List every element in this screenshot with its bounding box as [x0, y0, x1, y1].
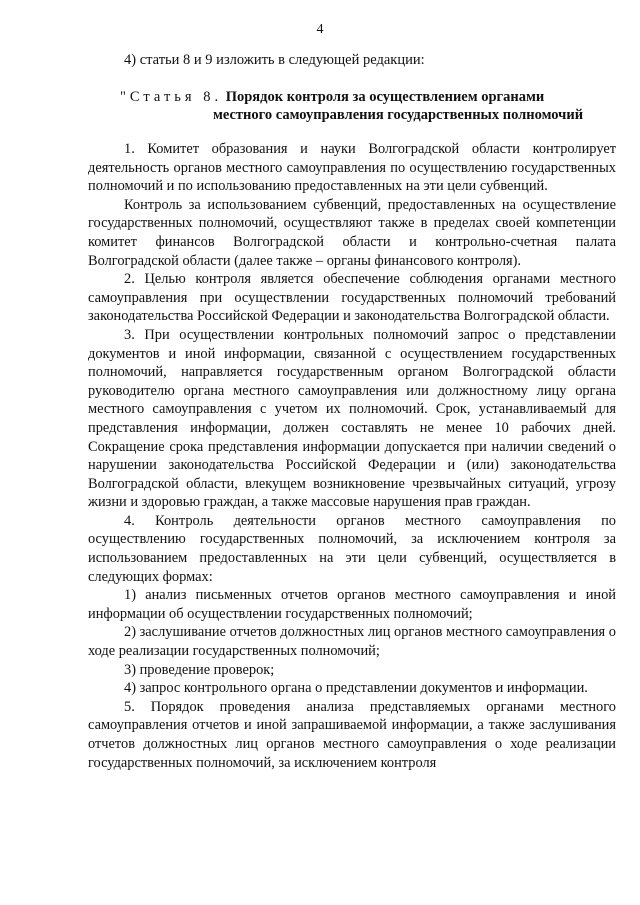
article-title-line1: Порядок контроля за осуществлением органами — [225, 89, 545, 105]
paragraph-5: 5. Порядок проведения анализа представляемых органами местного самоуправления отчетов и иной запрашиваемой информации, а также заслушивания отчетов должностных лиц органов местного самоуправления о ходе реализации государственных полномочий, за исключением контроля — [88, 698, 616, 771]
list-item-4: 4) запрос контрольного органа о представлении документов и информации. — [124, 680, 588, 697]
paragraph-4: 4. Контроль деятельности органов местного самоуправления по осуществлению государственных полномочий, за исключением контроля за использованием предоставленных на эти цели субвенций, осуществляется в следующих формах: — [88, 512, 616, 585]
article-title-line2: местного самоуправления государственных полномочий — [213, 107, 584, 123]
article-prefix: "Статья 8. — [120, 89, 223, 105]
page-number: 4 — [316, 22, 324, 37]
amendment-intro: 4) статьи 8 и 9 изложить в следующей редакции: — [124, 52, 425, 68]
paragraph-1: 1. Комитет образования и науки Волгоградской области контролирует деятельность органов местного самоуправления по осуществлению государственных полномочий и по использованию предоставленных на эти цели субвенций. — [88, 141, 616, 195]
article-body — [88, 140, 616, 772]
paragraph-2: 2. Целью контроля является обеспечение соблюдения органами местного самоуправления при осуществлении государственных полномочий требований законодательства Российской Федерации и законодательства Волгоградской области. — [88, 271, 616, 325]
list-item-1: 1) анализ письменных отчетов органов местного самоуправления и иной информации об осуществлении государственных полномочий; — [88, 587, 616, 622]
paragraph-3: 3. При осуществлении контрольных полномочий запрос о представлении документов и иной информации, связанной с осуществлением государственных полномочий, направляется государственным органом Волгоградской области руководителю органа местного самоуправления или должностному лицу органа местного самоуправления с учетом их полномочий. Срок, устанавливаемый для представления информации, должен составлять не менее 10 рабочих дней. Сокращение срока представления информации допускается при наличии сведений о нарушении законодательства Российской Федерации и (или) законодательства Волгоградской области, влекущем возникновение чрезвычайных ситуаций, угрозу жизни и здоровью граждан, а также массовые нарушения прав граждан. — [88, 326, 616, 511]
article-heading — [120, 88, 583, 124]
paragraph-control-finance: Контроль за использованием субвенций, предоставленных на осуществление государственных полномочий, осуществляют также в пределах своей компетенции комитет финансов Волгоградской области и контрольно-счетная палата Волгоградской области (далее также – органы финансового контроля). — [88, 196, 616, 269]
list-item-2: 2) заслушивание отчетов должностных лиц органов местного самоуправления о ходе реализации государственных полномочий; — [88, 624, 616, 660]
list-item-3: 3) проведение проверок; — [124, 661, 275, 678]
